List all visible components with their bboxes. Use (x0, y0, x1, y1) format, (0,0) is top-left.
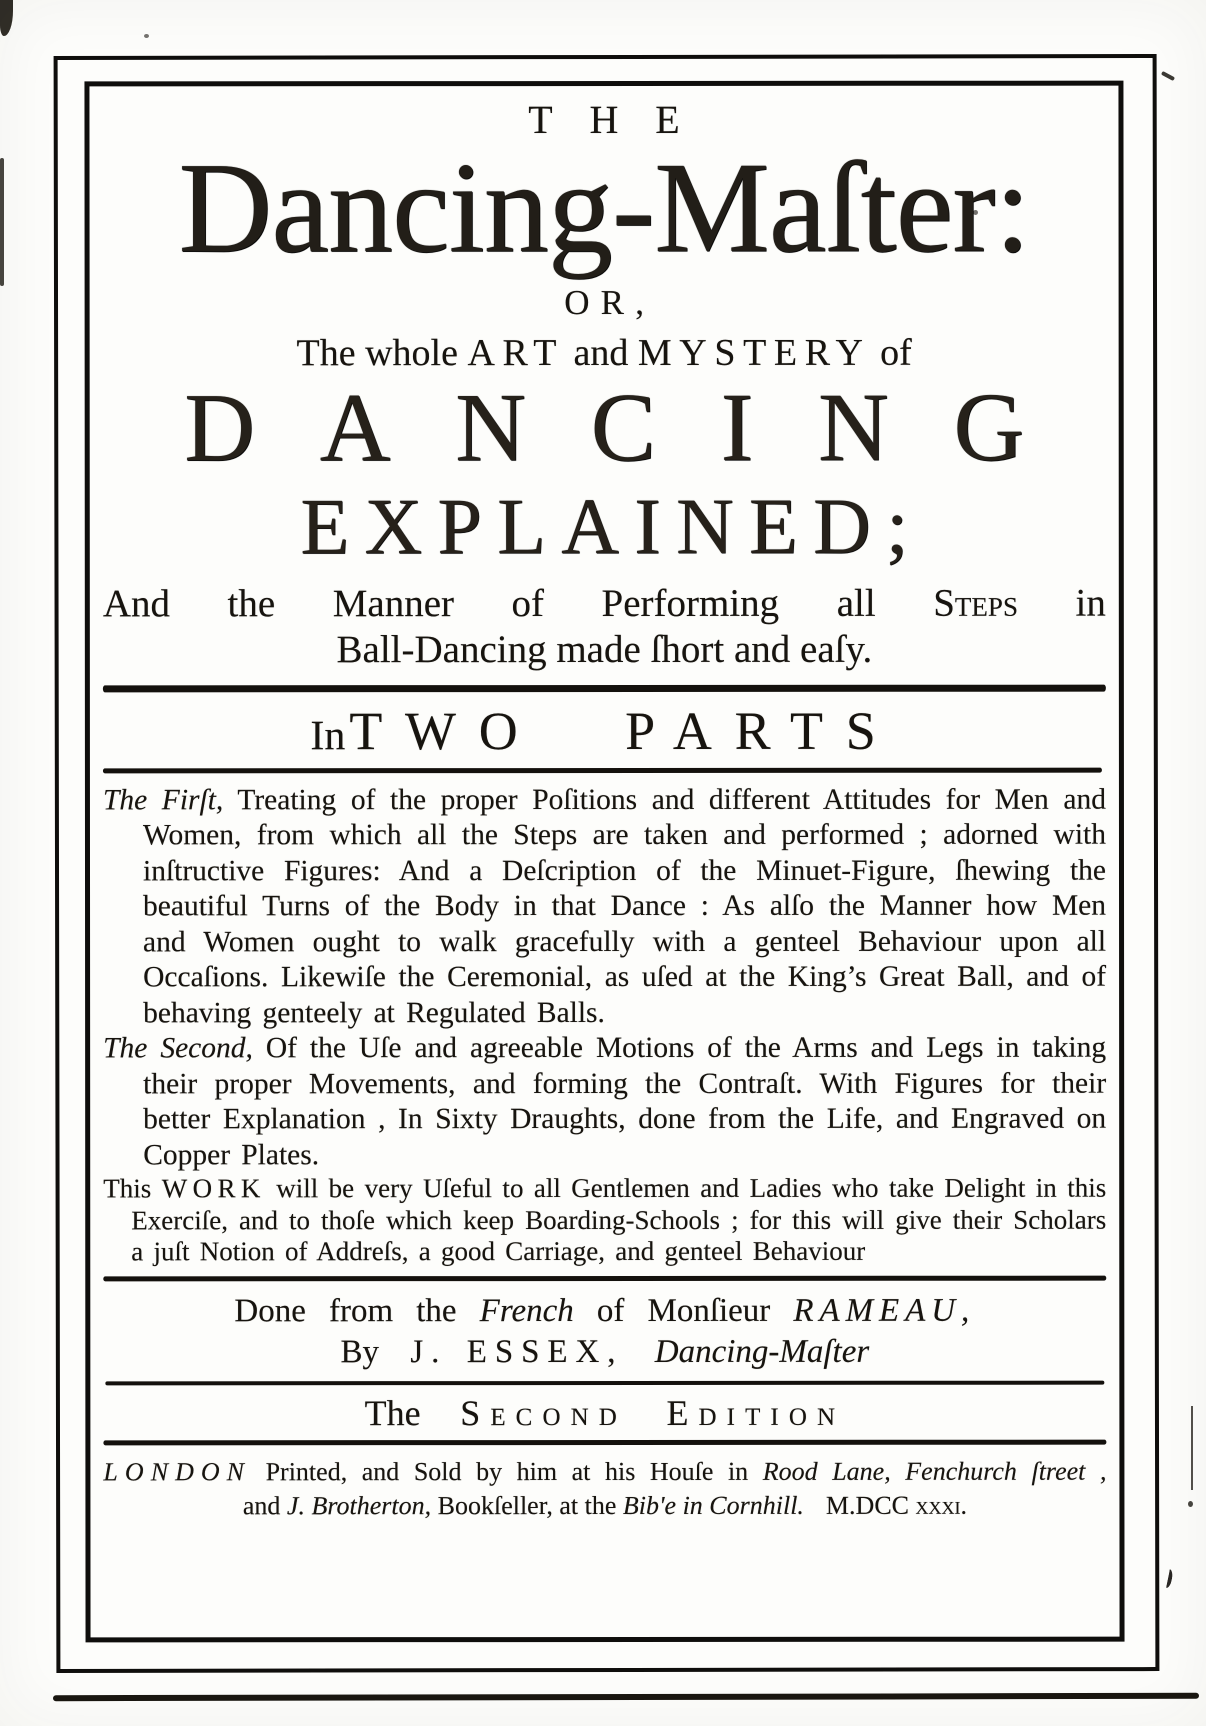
part-second-body: Of the Uſe and agreeable Motions of the Arms and Legs in taking their proper Movements, and forming the Contraſt. With Figures for their better Explanation , In Sixty Draughts, done from the Life, and Engraved on Copper Plates. (143, 1031, 1107, 1171)
london-word: LONDON (103, 1457, 252, 1487)
explained-word: EXPLAINED; (300, 482, 924, 572)
by-line (103, 1330, 1106, 1373)
work-note-body: will be very Uſeful to all Gentlemen and Ladies who take Delight in this Exerciſe, and to thoſe which keep Boarding-Schools ; for this will give their Scholars a juſt Notion of Addreſs, a good Carriage, and genteel Behaviour (131, 1172, 1107, 1267)
section-rule-4 (105, 1381, 1104, 1386)
scan-artifact-bottom-streak (53, 1693, 1199, 1701)
french-word: French (479, 1292, 574, 1329)
of-word: of (596, 1292, 625, 1329)
two-parts-banner (103, 699, 1106, 762)
subtitle-art: ART (467, 332, 565, 375)
essex-title: Dancing-Maſter (654, 1333, 870, 1370)
edition-line (103, 1392, 1106, 1435)
subtitle-of: of (880, 331, 912, 374)
or-line: OR, (564, 282, 656, 323)
manner-statement (103, 580, 1106, 673)
subtitle-line (103, 331, 1106, 376)
scan-artifact-top-left-blot (0, 0, 13, 36)
year-roman-prefix: M.DCC (825, 1490, 910, 1520)
work-note-paragraph (103, 1173, 1106, 1268)
part-first-body: Treating of the proper Poſitions and different Attitudes for Men and Women, from which all the Steps are taken and performed ; adorned with inſtructive Figures: And a Deſcription of the Minuet-Figure, ſhewing the beautiful Turns of the Body in that Dance : As alſo the Manner how Men and Women ought to walk gracefully with a genteel Behaviour upon all Occaſions. Likewiſe the Ceremonial, as uſed at the King’s Great Ball, and of behaving genteely at Regulated Balls. (142, 783, 1107, 1029)
manner-steps: Steps (933, 581, 1018, 625)
work-note-pre: This (103, 1173, 152, 1204)
year-roman-suffix: xxxi. (915, 1490, 968, 1520)
manner-line-1 (103, 580, 1106, 627)
work-note-work: WORK (161, 1173, 266, 1204)
imprint-line2-text: Bookſeller, at the (437, 1490, 617, 1520)
imprint-line-1 (103, 1456, 1106, 1488)
outer-border (54, 54, 1160, 1673)
essex-name: J. ESSEX, (410, 1333, 624, 1370)
imprint-and: and (242, 1491, 281, 1521)
section-rule-5 (103, 1440, 1106, 1446)
title-page-content (89, 86, 1119, 1638)
scan-artifact-right-dot (1188, 1501, 1193, 1507)
subtitle-and: and (573, 331, 629, 375)
inner-border (84, 81, 1124, 1643)
edition-edition: Edition (666, 1392, 846, 1434)
edition-the: The (364, 1393, 421, 1434)
bible-cornhill: Bib'e in Cornhill. (622, 1490, 804, 1520)
imprint-line-2 (103, 1489, 1106, 1521)
done-from-line (103, 1290, 1106, 1331)
part-first-lead: The Firſt, (102, 783, 224, 816)
scan-artifact-left-edge (0, 158, 4, 286)
monsieur-word: Monſieur (647, 1292, 771, 1329)
main-title: Dancing-Maſter: (178, 135, 1030, 281)
part-second-paragraph (103, 1031, 1106, 1174)
edition-second: Second (460, 1393, 627, 1434)
scan-artifact-right-tick (1161, 71, 1175, 81)
dancing-word: DANCING (184, 373, 1089, 483)
brotherton-name: J. Brotherton, (286, 1490, 432, 1521)
part-first-paragraph (103, 782, 1106, 1031)
subtitle-pre: The whole (296, 332, 458, 375)
section-rule-2 (103, 767, 1102, 773)
scan-artifact-comma-mark (1162, 1568, 1174, 1588)
imprint-line1-text: Printed, and Sold by him at his Houſe in (265, 1456, 749, 1487)
by-word: By (340, 1333, 380, 1371)
fenchurch-street: Fenchurch ſtreet , (905, 1456, 1107, 1486)
section-rule-3 (103, 1275, 1106, 1281)
rameau-name: RAMEAU, (793, 1292, 976, 1329)
rood-lane: Rood Lane, (762, 1456, 891, 1486)
scan-artifact-right-hairline (1191, 1406, 1193, 1490)
manner-line-2: Ball-Dancing made ſhort and eaſy. (336, 627, 873, 671)
scan-artifact-speck (144, 34, 149, 38)
manner-pre: And the Manner of Performing all (102, 581, 876, 625)
manner-post: in (1075, 581, 1106, 625)
section-rule-1 (103, 684, 1106, 692)
two-parts-words: TWO PARTS (349, 700, 899, 761)
two-parts-in: In (310, 712, 346, 759)
head-word-the: THE (528, 96, 717, 143)
part-second-lead: The Second, (103, 1032, 253, 1065)
subtitle-mystery: MYSTERY (637, 331, 871, 374)
done-pre: Done from the (234, 1292, 457, 1329)
